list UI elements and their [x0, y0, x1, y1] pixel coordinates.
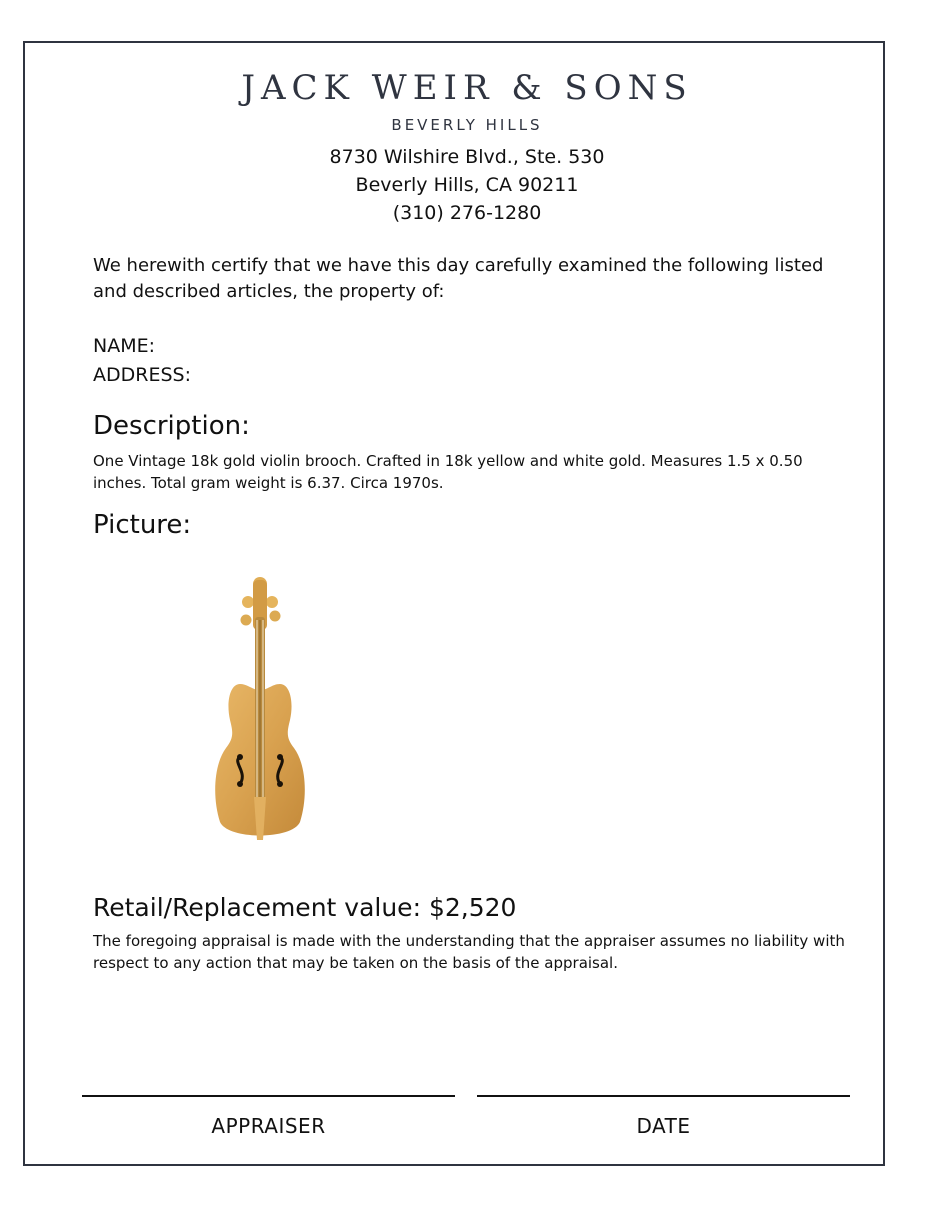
date-signature-line [477, 1095, 850, 1097]
phone-number: (310) 276-1280 [392, 202, 542, 224]
brand-name: JACK WEIR & SONS [241, 68, 693, 108]
retail-value: Retail/Replacement value: $2,520 [93, 893, 517, 922]
description-heading: Description: [93, 411, 250, 441]
address-line-2: Beverly Hills, CA 90211 [355, 174, 579, 196]
appraiser-label: APPRAISER [211, 1114, 326, 1138]
violin-brooch-picture [200, 572, 320, 847]
disclaimer-text: The foregoing appraisal is made with the understanding that the appraiser assumes no liability with respect to any action that may be taken on the basis of the appraisal. [93, 932, 845, 972]
picture-heading: Picture: [93, 510, 192, 540]
address-line-1: 8730 Wilshire Blvd., Ste. 530 [329, 146, 605, 168]
description-text: One Vintage 18k gold violin brooch. Crafted in 18k yellow and white gold. Measures 1.5 x 0.50 inches. Total gram weight is 6.37. Circa 1970s. [93, 452, 803, 492]
brand-location: BEVERLY HILLS [391, 116, 543, 134]
certification-text: We herewith certify that we have this day carefully examined the following listed and described articles, the property of: [93, 255, 824, 302]
appraiser-signature-line [82, 1095, 455, 1097]
address-label: ADDRESS: [93, 364, 191, 386]
date-label: DATE [636, 1114, 691, 1138]
name-label: NAME: [93, 335, 156, 357]
